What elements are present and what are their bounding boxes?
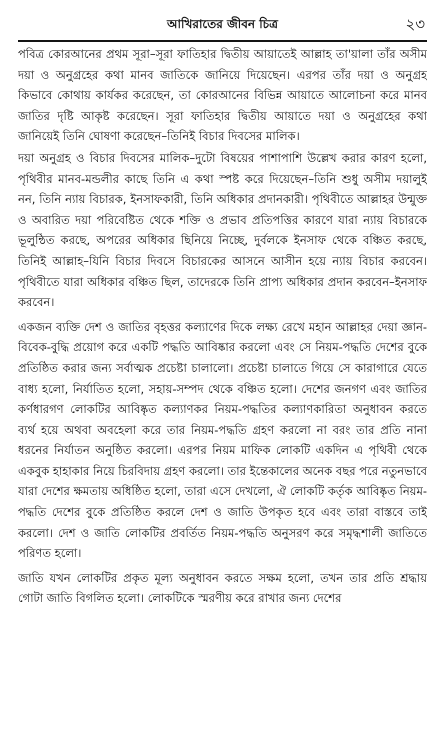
paragraph-1: পবিত্র কোরআনের প্রথম সূরা–সূরা ফাতিহার দ্বিতীয় আয়াতেই আল্লাহ তা'য়ালা তাঁর অসীম দয়া ও অনুগ্রহের কথা মানব জাতিকে জানিয়ে দিয়েছেন। এরপর তাঁর দয়া ও অনুগ্রহ কিভাবে কোথায় কার্যকর করেছেন, তা কোরআনের বিভিন্ন আয়াতে আলোচনা করে মানব জাতির দৃষ্টি আকৃষ্ট করেছেন। সূরা ফাতিহার দ্বিতীয় আয়াতে দয়া ও অনুগ্রহের কথা জানিয়েই তিনি ঘোষণা করেছেন–তিনিই বিচার দিবসের মালিক। bbox=[18, 47, 427, 144]
running-title: আখিরাতের জীবন চিত্র bbox=[167, 17, 278, 31]
paragraph-2: দয়া অনুগ্রহ ও বিচার দিবসের মালিক–দুটো বিষয়ের পাশাপাশি উল্লেখ করার কারণ হলো, পৃথিবীর মানব-মন্ডলীর কাছে তিনি এ কথা স্পষ্ট করে দিয়েছেন–তিনি শুধু অসীম দয়ালুই নন, তিনি ন্যায় বিচারক, ইনসাফকারী, তিনি অধিকার প্রদানকারী। পৃথিবীতে আল্লাহর উন্মুক্ত ও অবারিত দয়া পরিবেষ্টিত থেকে শক্তি ও প্রভাব প্রতিপত্তির কারণে যারা ন্যায় বিচারকে ভূলুন্ঠিত করছে, অপরের অধিকার ছিনিয়ে নিচ্ছে, দুর্বলকে ইনসাফ থেকে বঞ্চিত করছে, তিনিই আল্লাহ–যিনি বিচার দিবসে বিচারকের আসনে আসীন হয়ে ন্যায় বিচার করবেন। পৃথিবীতে যারা অধিকার বঞ্চিত ছিল, তাদেরকে তিনি প্রাপ্য অধিকার প্রদান করবেন–ইনসাফ করবেন। bbox=[18, 150, 427, 310]
paragraph-3: একজন ব্যক্তি দেশ ও জাতির বৃহত্তর কল্যাণের দিকে লক্ষ্য রেখে মহান আল্লাহর দেয়া জ্ঞান-বিবেক-বুদ্ধি প্রয়োগ করে একটি পদ্ধতি আবিষ্কার করলো এবং সে নিয়ম-পদ্ধতি দেশের বুকে প্রতিষ্ঠিত করার জন্য সর্বাত্মক প্রচেষ্টা চালালো। প্রচেষ্টা চালাতে গিয়ে সে কারাগারে যেতে বাধ্য হলো, নির্যাতিত হলো, সহায়-সম্পদ থেকে বঞ্চিত হলো। দেশের জনগণ এবং জাতির কর্ণধারগণ লোকটির আবিষ্কৃত কল্যাণকর নিয়ম-পদ্ধতির কল্যাণকারিতা অনুধাবন করতে ব্যর্থ হয়ে অথবা অবহেলা করে তার নিয়ম-পদ্ধতি গ্রহণ করলো না বরং তার প্রতি নানা ধরনের নির্যাতন অনুষ্ঠিত করলো। এরপর নিয়ম মাফিক লোকটি একদিন এ পৃথিবী থেকে একবুক হাহাকার নিয়ে চিরবিদায় গ্রহণ করলো। তার ইন্তেকালের অনেক বছর পরে নতুনভাবে যারা দেশের ক্ষমতায় অধিষ্ঠিত হলো, তারা এসে দেখলো, ঐ লোকটি কর্তৃক আবিষ্কৃত নিয়ম-পদ্ধতি দেশের বুকে প্রতিষ্ঠিত করলে দেশ ও জাতি উপকৃত হবে এবং তারা বাস্তবে তাই করলো। দেশ ও জাতি লোকটির প্রবর্তিত নিয়ম-পদ্ধতি অনুসরণ করে সমৃদ্ধশালী জাতিতে পরিণত হলো। bbox=[18, 319, 427, 561]
body-text bbox=[18, 44, 427, 736]
page-header bbox=[18, 10, 427, 42]
page-number: ২৩ bbox=[405, 15, 425, 33]
paragraph-4: জাতি যখন লোকটির প্রকৃত মূল্য অনুধাবন করতে সক্ষম হলো, তখন তার প্রতি শ্রদ্ধায় গোটা জাতি বিগলিত হলো। লোকটিকে স্মরণীয় করে রাখার জন্য দেশের bbox=[18, 570, 427, 606]
